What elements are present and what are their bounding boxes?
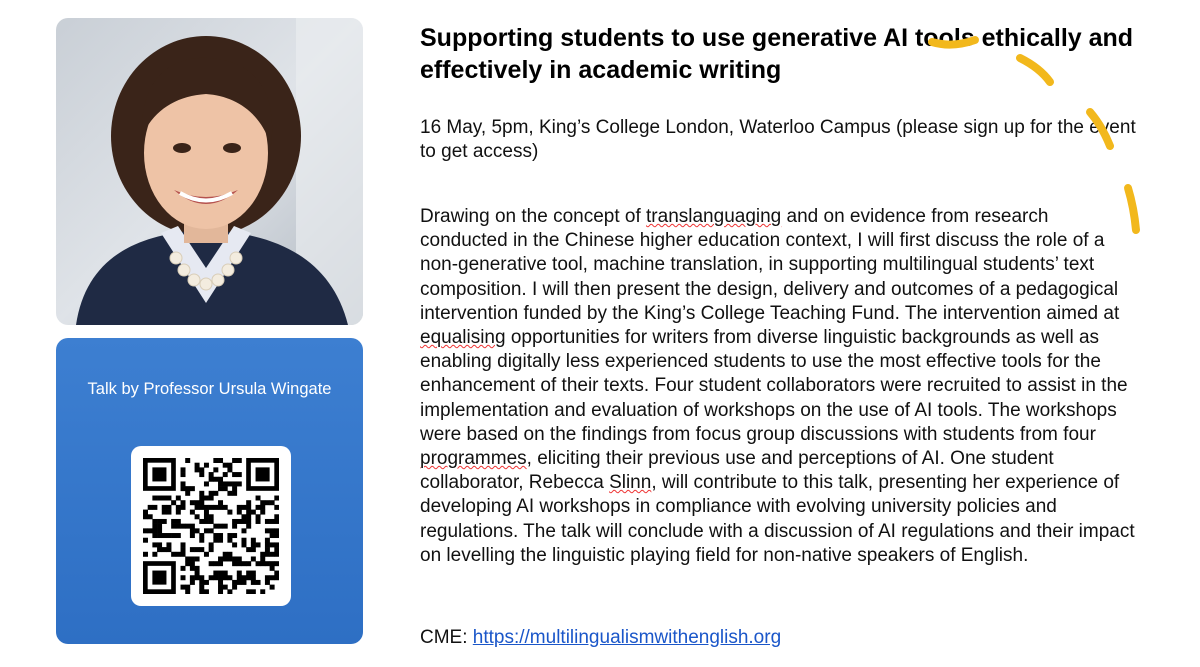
qr-code-pattern <box>143 458 279 594</box>
abstract-text: , eliciting their previous use and perceptions of AI. One student collaborator, Rebecca <box>420 448 1054 494</box>
event-details: 16 May, 5pm, King’s College London, Waterloo Campus (please sign up for the event to get access) <box>420 117 1136 162</box>
cme-label: CME: <box>420 627 473 648</box>
abstract-text: Drawing on the concept of <box>420 206 647 227</box>
speaker-photo <box>56 18 363 325</box>
abstract-spellcheck-word: equalising <box>420 327 506 349</box>
qr-code[interactable] <box>131 446 291 606</box>
abstract-text: opportunities for writers from diverse linguistic backgrounds as well as enabling digitally less experienced students to use the most effective tools for the enhancement of their texts. Four student collaborators were recruited to assist in the implementation and evaluation of workshops on the use of AI tools. The workshops were based on the findings from focus group discussions with students from four <box>420 327 1128 445</box>
cme-line <box>420 626 1140 650</box>
abstract-spellcheck-word: programmes <box>420 448 527 470</box>
event-abstract <box>420 205 1140 568</box>
event-title: Supporting students to use generative AI tools ethically and effectively in academic writing <box>420 24 1134 84</box>
abstract-spellcheck-word: Slinn <box>609 472 652 494</box>
abstract-text: , will contribute to this talk, presenting her experience of developing AI workshops in compliance with evolving university policies and regulations. The talk will conclude with a discussion of AI regulations and their impact on levelling the linguistic playing field for non-native speakers of English. <box>420 472 1135 566</box>
speaker-label: Talk by Professor Ursula Wingate <box>87 380 332 398</box>
abstract-text: and on evidence from research conducted in the Chinese higher education context, I will first discuss the role of a non-generative tool, machine translation, in supporting multilingual students’ text composition. I will then present the design, delivery and outcomes of a pedagogical intervention funded by the King’s College Teaching Fund. The intervention aimed at <box>420 206 1120 324</box>
cme-link[interactable]: https://multilingualismwithenglish.org <box>472 627 782 648</box>
speaker-card <box>56 338 363 644</box>
abstract-spellcheck-word: translanguaging <box>646 206 782 227</box>
